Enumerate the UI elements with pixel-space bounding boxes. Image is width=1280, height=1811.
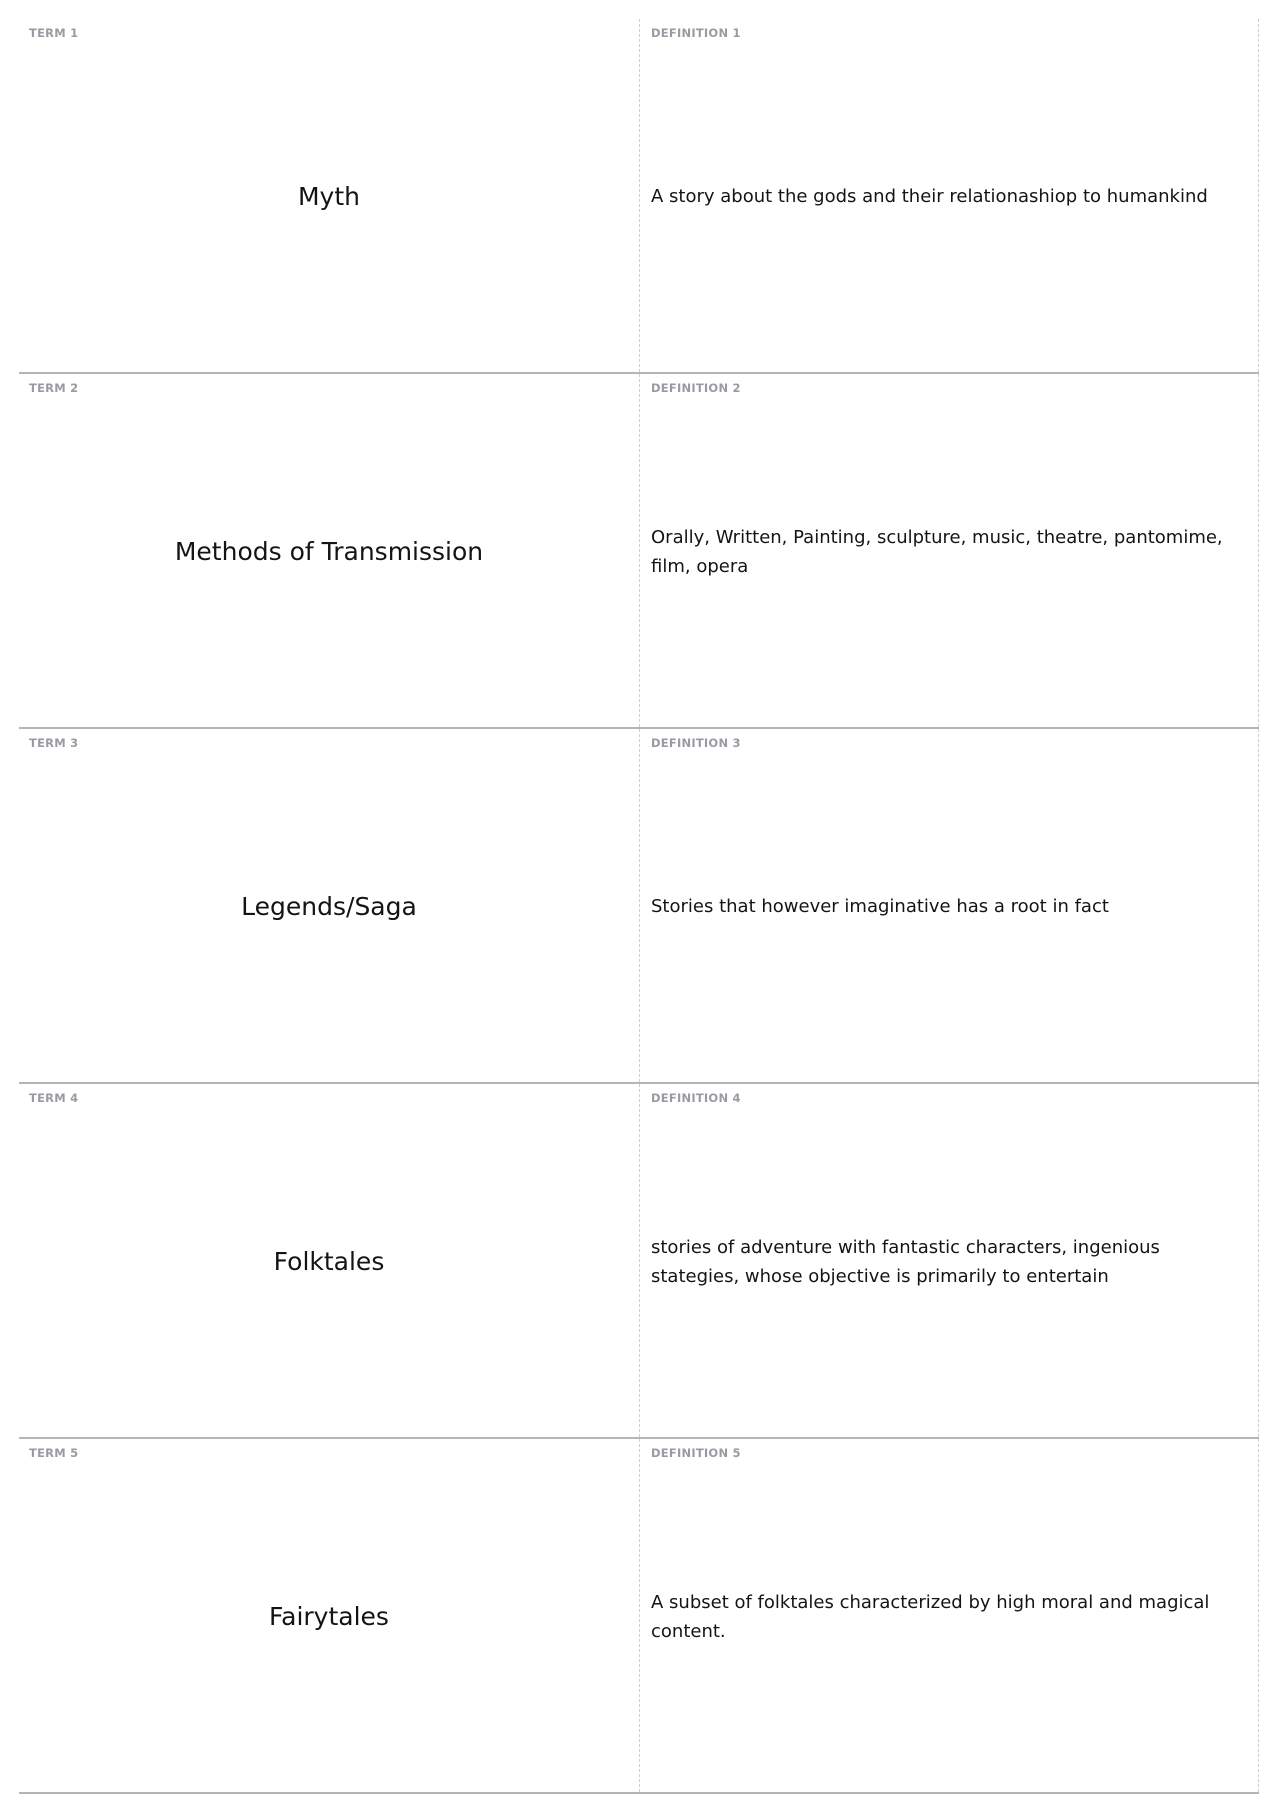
definition-label: DEFINITION 4 [651, 1092, 741, 1106]
term-text: Folktales [273, 1247, 385, 1276]
term-text: Myth [297, 182, 360, 211]
term-text: Methods of Transmission [174, 537, 484, 566]
term-cell [19, 1084, 640, 1437]
term-label: TERM 4 [29, 1092, 79, 1106]
flashcard-sheet [19, 19, 1259, 1794]
term-cell [19, 729, 640, 1082]
flashcard-row-5 [19, 1439, 1259, 1794]
flashcard-row-4 [19, 1084, 1259, 1439]
definition-cell [640, 374, 1259, 727]
term-cell [19, 1439, 640, 1792]
term-label: TERM 1 [29, 27, 79, 41]
definition-label: DEFINITION 5 [651, 1447, 741, 1461]
definition-cell [640, 1439, 1259, 1792]
term-cell [19, 19, 640, 372]
definition-label: DEFINITION 2 [651, 382, 741, 396]
definition-cell [640, 1084, 1259, 1437]
flashcard-row-2 [19, 374, 1259, 729]
term-cell [19, 374, 640, 727]
term-text: Fairytales [269, 1602, 389, 1631]
definition-text: Orally, Written, Painting, sculpture, music, theatre, pantomime, film, opera [651, 526, 1223, 577]
term-label: TERM 3 [29, 737, 79, 751]
definition-label: DEFINITION 1 [651, 27, 741, 41]
flashcard-row-1 [19, 19, 1259, 374]
flashcard-row-3 [19, 729, 1259, 1084]
definition-label: DEFINITION 3 [651, 737, 741, 751]
definition-text: A story about the gods and their relationashiop to humankind [651, 186, 1208, 207]
definition-cell [640, 19, 1259, 372]
definition-cell [640, 729, 1259, 1082]
definition-text: Stories that however imaginative has a root in fact [651, 896, 1109, 917]
definition-text: A subset of folktales characterized by high moral and magical content. [651, 1591, 1210, 1642]
term-text: Legends/Saga [241, 892, 417, 921]
term-label: TERM 2 [29, 382, 79, 396]
definition-text: stories of adventure with fantastic characters, ingenious stategies, whose objective is primarily to entertain [651, 1236, 1160, 1287]
term-label: TERM 5 [29, 1447, 79, 1461]
